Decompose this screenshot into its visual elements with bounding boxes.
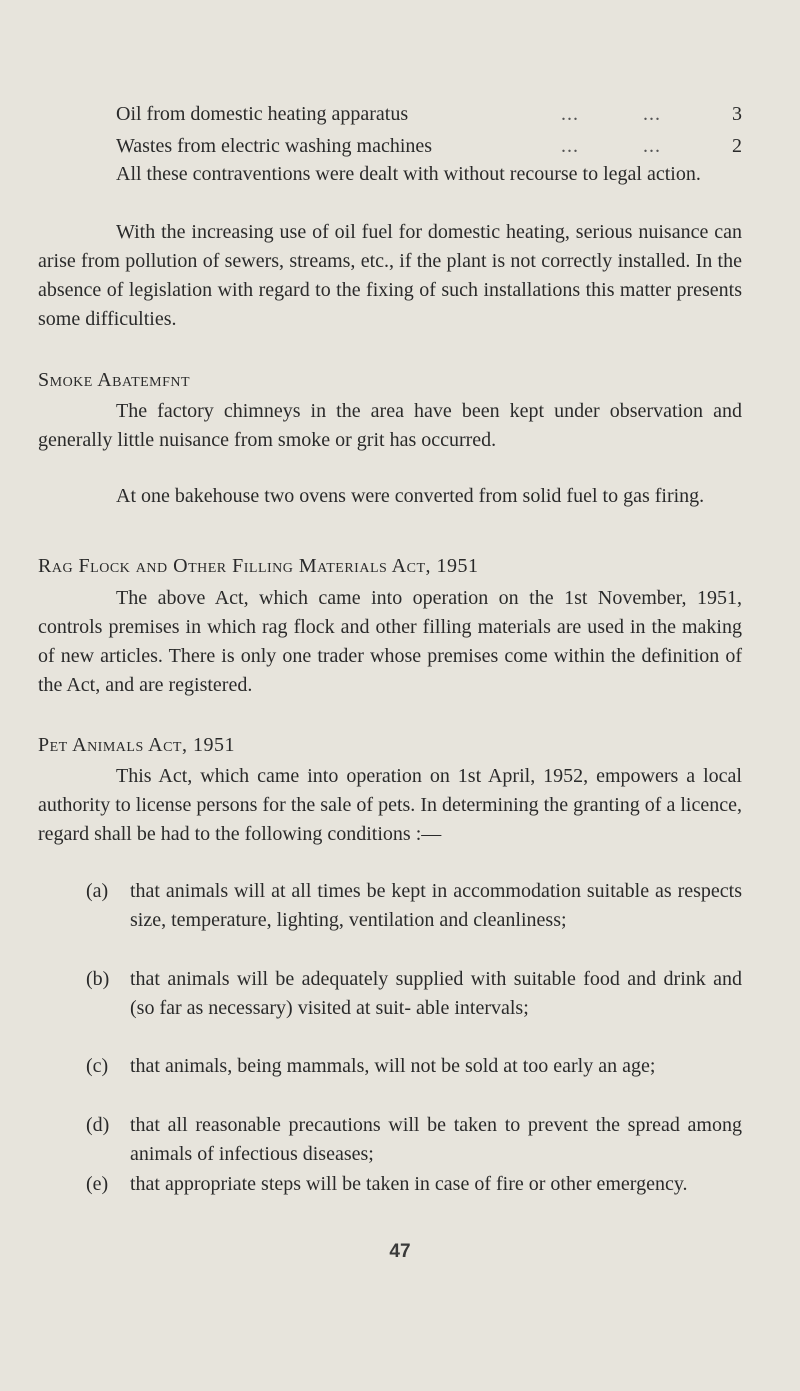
list-marker: (e) bbox=[86, 1173, 109, 1195]
paragraph-rag-flock bbox=[38, 584, 742, 700]
leader-dots: ... bbox=[561, 103, 579, 125]
condition-item-d bbox=[38, 1111, 742, 1169]
leader-dots: ... bbox=[643, 103, 661, 125]
heading-smoke-abatement: Smoke Abatemfnt bbox=[38, 369, 191, 391]
paragraph-text: With the increasing use of oil fuel for domestic heating, serious nuisance can arise from pollution of sewers, streams, etc., if the plant is not correctly installed. In the absence of legislation with regard to the fixing of such installations this matter presents some difficulties. bbox=[38, 221, 742, 330]
condition-text: that animals will at all times be kept in accommodation suitable as respects size, temperature, lighting, ventilation and cleanliness; bbox=[130, 880, 742, 931]
tally-label: Oil from domestic heating apparatus bbox=[116, 103, 409, 125]
paragraph-text: This Act, which came into operation on 1st April, 1952, empowers a local authority to license persons for the sale of pets. In determining the granting of a licence, regard shall be had to the following conditions :— bbox=[38, 765, 742, 845]
heading-rag-flock-act: Rag Flock and Other Filling Materials Act, 1951 bbox=[38, 555, 479, 577]
condition-text: that appropriate steps will be taken in case of fire or other emergency. bbox=[130, 1173, 688, 1195]
condition-text: that animals will be adequately supplied with suitable food and drink and (so far as necessary) visited at suit- able intervals; bbox=[130, 968, 742, 1019]
paragraph-contraventions bbox=[38, 160, 742, 189]
condition-text: that all reasonable precautions will be taken to prevent the spread among animals of infectious diseases; bbox=[130, 1114, 742, 1165]
paragraph-chimneys bbox=[38, 397, 742, 455]
condition-text: that animals, being mammals, will not be sold at too early an age; bbox=[130, 1055, 656, 1077]
list-marker: (b) bbox=[86, 968, 110, 990]
tally-row-washing bbox=[116, 132, 742, 160]
paragraph-oil-fuel bbox=[38, 218, 742, 334]
condition-item-a bbox=[38, 877, 742, 935]
paragraph-text: The above Act, which came into operation on the 1st November, 1951, controls premises in which rag flock and other filling materials are used in the making of new articles. There is only one trader whose premises come within the definition of the Act, and are registered. bbox=[38, 587, 742, 696]
list-marker: (d) bbox=[86, 1114, 110, 1136]
tally-value: 3 bbox=[732, 103, 742, 125]
tally-row-oil bbox=[116, 100, 742, 128]
condition-item-e bbox=[38, 1170, 742, 1199]
condition-item-b bbox=[38, 965, 742, 1023]
list-marker: (a) bbox=[86, 880, 109, 902]
heading-pet-animals-act: Pet Animals Act, 1951 bbox=[38, 734, 235, 756]
page-number: 47 bbox=[389, 1241, 411, 1262]
paragraph-text: At one bakehouse two ovens were converted from solid fuel to gas firing. bbox=[116, 485, 705, 507]
paragraph-bakehouse bbox=[38, 482, 742, 511]
paragraph-text: All these contraventions were dealt with without recourse to legal action. bbox=[116, 163, 701, 185]
leader-dots: ... bbox=[561, 135, 579, 157]
leader-dots: ... bbox=[643, 135, 661, 157]
paragraph-pet-animals bbox=[38, 762, 742, 849]
condition-item-c bbox=[38, 1052, 742, 1081]
list-marker: (c) bbox=[86, 1055, 109, 1077]
tally-label: Wastes from electric washing machines bbox=[116, 135, 433, 157]
paragraph-text: The factory chimneys in the area have been kept under observation and generally little nuisance from smoke or grit has occurred. bbox=[38, 400, 742, 451]
tally-value: 2 bbox=[732, 135, 742, 157]
